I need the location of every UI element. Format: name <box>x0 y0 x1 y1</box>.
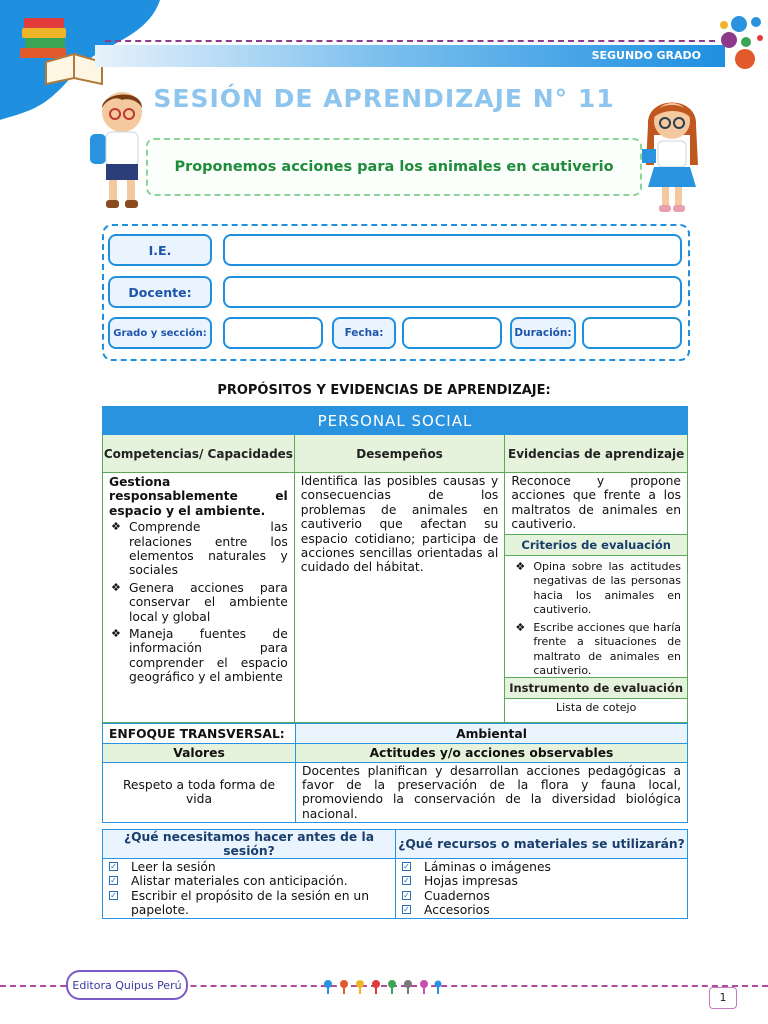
colored-dots-decoration <box>715 14 765 72</box>
area-header: PERSONAL SOCIAL <box>103 407 688 435</box>
enfoque-label: ENFOQUE TRANSVERSAL: <box>103 724 296 744</box>
teacher-field[interactable] <box>223 276 682 308</box>
list-item: ❖ Genera acciones para conservar el ambiente local y global <box>111 580 288 624</box>
resources-list <box>396 859 687 918</box>
checkbox-icon: ✓ <box>403 876 410 886</box>
list-item: ❖ Escribe acciones que haría frente a situaciones de maltrato de animales en cautiverio. <box>515 620 681 678</box>
enfoque-table <box>102 723 688 823</box>
girl-student-illustration <box>640 95 704 215</box>
session-title: SESIÓN DE APRENDIZAJE N° 11 <box>153 84 615 113</box>
diamond-bullet-icon: ❖ <box>515 559 526 573</box>
criteria-list <box>505 556 687 677</box>
performance-cell: Identifica las posibles causas y consecuencias de los problemas de animales en cautiverio que afectan su espacio cotidiano; participa de acciones sencillas orientadas al cuidado del hábitat. <box>294 473 505 723</box>
list-item: ✓ Accesorios <box>403 902 490 917</box>
teacher-label: Docente: <box>108 276 212 308</box>
evidence-cell <box>505 473 688 723</box>
checkbox-icon: ✓ <box>403 890 410 900</box>
col-header-evidence: Evidencias de aprendizaje <box>505 435 688 473</box>
diamond-bullet-icon: ❖ <box>111 520 121 534</box>
list-item: ❖ Opina sobre las actitudes negativas de las personas hacia los animales en cautiverio. <box>515 559 681 617</box>
diamond-bullet-icon: ❖ <box>111 627 121 641</box>
col-header-performance: Desempeños <box>294 435 505 473</box>
purposes-heading: PROPÓSITOS Y EVIDENCIAS DE APRENDIZAJE: <box>217 383 551 398</box>
list-item: ✓ Hojas impresas <box>403 874 518 889</box>
list-item: ✓ Cuadernos <box>403 888 490 903</box>
ie-label: I.E. <box>108 234 212 266</box>
value-text: Respeto a toda forma de vida <box>103 763 296 823</box>
boy-student-illustration <box>88 88 152 213</box>
checkbox-icon: ✓ <box>110 876 117 886</box>
checkbox-icon: ✓ <box>110 862 117 871</box>
competencies-cell <box>103 473 295 723</box>
criteria-heading: Criterios de evaluación <box>505 534 687 556</box>
list-item: ❖ Maneja fuentes de información para comprender el espacio geográfico y el ambiente <box>111 627 288 685</box>
diamond-bullet-icon: ❖ <box>111 580 121 594</box>
col-header-competencies: Competencias/ Capacidades <box>103 435 295 473</box>
list-item: ✓ Leer la sesión <box>110 860 216 874</box>
list-item: ❖ Comprende las relaciones entre los elementos naturales y sociales <box>111 520 288 578</box>
books-icon <box>18 10 106 88</box>
enfoque-value: Ambiental <box>296 724 688 744</box>
date-field[interactable] <box>402 317 502 349</box>
checkbox-icon: ✓ <box>110 890 117 900</box>
top-dashed-line <box>105 40 715 42</box>
diamond-bullet-icon: ❖ <box>515 620 526 634</box>
resources-cell <box>396 859 688 919</box>
date-label: Fecha: <box>332 317 396 349</box>
ie-field[interactable] <box>223 234 682 266</box>
checkbox-icon: ✓ <box>403 904 410 914</box>
instrument-value: Lista de cotejo <box>555 700 637 714</box>
purposes-table <box>102 406 688 723</box>
resources-heading: ¿Qué recursos o materiales se utilizarán? <box>396 830 688 859</box>
evidence-text: Reconoce y propone acciones que frente a los maltratos de animales en cautiverio. <box>511 474 681 532</box>
action-text: Docentes planifican y desarrollan acciones pedagógicas a favor de la preservación de la flora y fauna local, promoviendo la conservación de la diversidad biológica nacional. <box>296 763 688 823</box>
list-item: ✓ Láminas o imágenes <box>403 860 551 874</box>
list-item: ✓ Alistar materiales con anticipación. <box>110 874 348 889</box>
preparation-table <box>102 829 688 919</box>
publisher-badge: Editora Quipus Perú <box>66 970 188 1000</box>
before-session-cell <box>103 859 396 919</box>
session-topic: Proponemos acciones para los animales en cautiverio <box>146 138 642 196</box>
values-heading: Valores <box>103 744 296 763</box>
competency-title: Gestiona responsablemente el espacio y el ambiente. <box>109 475 288 518</box>
grade-banner: SEGUNDO GRADO <box>95 45 725 67</box>
grade-section-label: Grado y sección: <box>108 317 212 349</box>
footer-pencils-decoration <box>322 977 442 995</box>
before-session-heading: ¿Qué necesitamos hacer antes de la sesión? <box>103 830 396 859</box>
page-number: 1 <box>709 987 737 1009</box>
list-item: ✓ Escribir el propósito de la sesión en un papelote. <box>110 888 370 917</box>
grade-section-field[interactable] <box>223 317 323 349</box>
duration-label: Duración: <box>510 317 576 349</box>
before-session-list <box>103 859 395 918</box>
checkbox-icon: ✓ <box>403 862 410 871</box>
instrument-heading: Instrumento de evaluación <box>505 677 687 699</box>
duration-field[interactable] <box>582 317 682 349</box>
actions-heading: Actitudes y/o acciones observables <box>296 744 688 763</box>
capacities-list <box>109 520 288 684</box>
